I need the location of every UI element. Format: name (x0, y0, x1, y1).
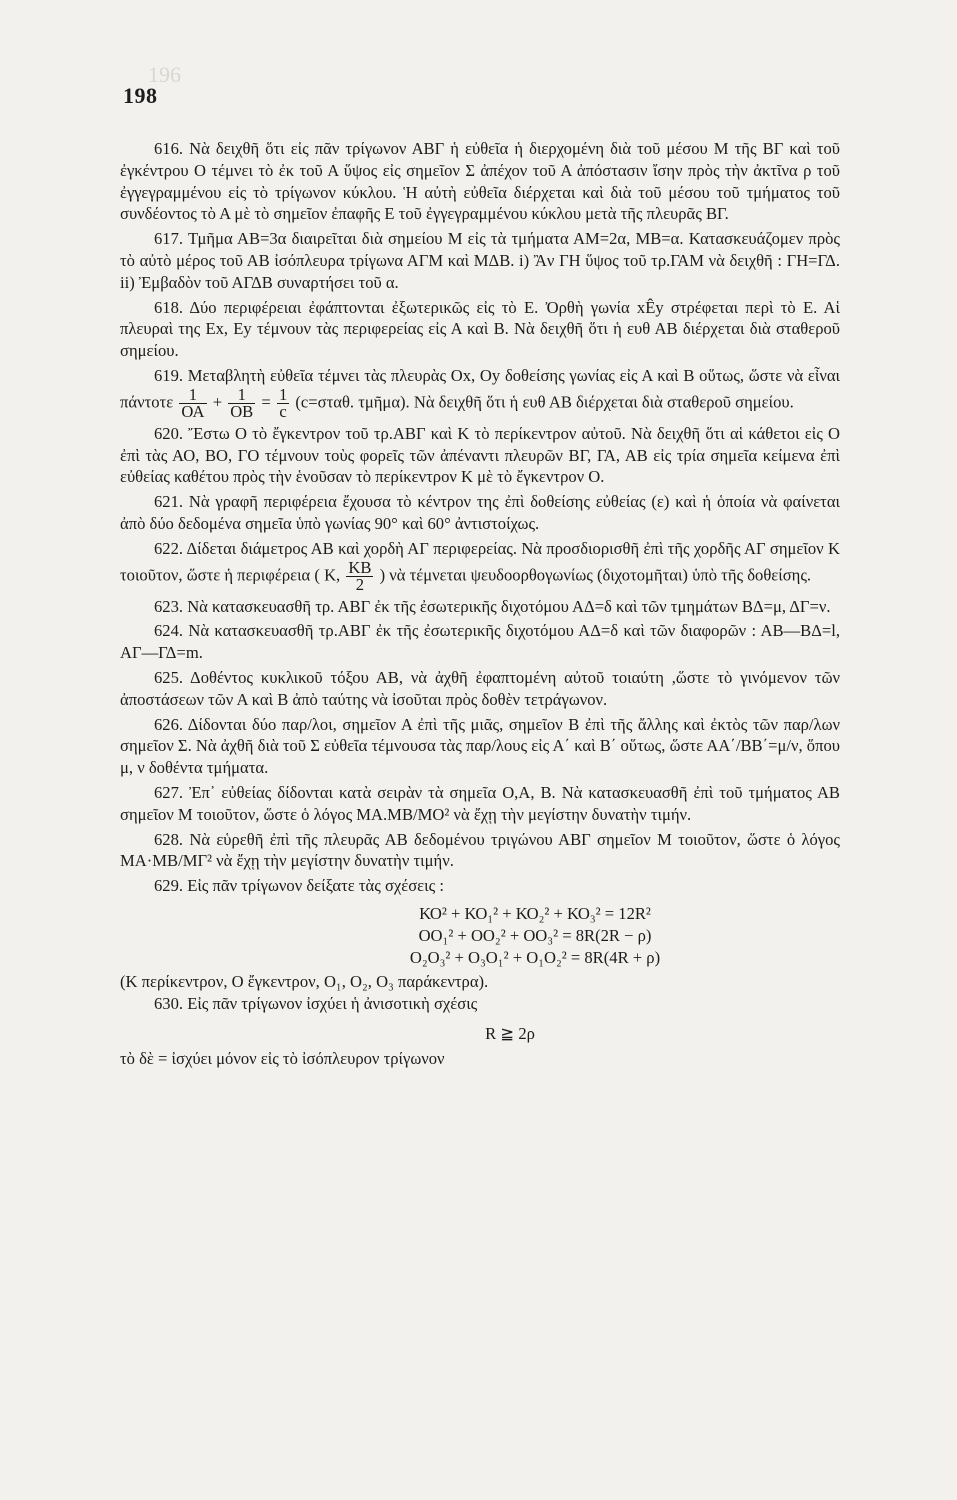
page-number: 198 (123, 83, 158, 108)
problem-622 (120, 538, 840, 593)
fraction-denominator: 2 (355, 574, 365, 594)
problem-number: 618. (154, 297, 184, 317)
fraction-numerator: 1 (228, 387, 255, 404)
problem-617 (120, 228, 840, 293)
problem-text: νὰ τέμνεται ψευδοορθογωνίως (διχοτομῆται) ὑπὸ τῆς δοθείσης. (389, 564, 812, 584)
fraction-denominator: c (279, 401, 287, 421)
problem-626 (120, 714, 840, 779)
problem-number: 616. (154, 139, 184, 158)
problem-text: Δίδονται δύο παρ/λοι, σημεῖον Α ἐπὶ τῆς μιᾶς, σημεῖον Β ἐπὶ τῆς ἄλλης καὶ ἐκτὸς τῶν παρ/λων σημεῖον Σ. Νὰ ἀχθῆ διὰ τοῦ Σ εὐθεῖα τέμνουσα τὰς παρ/λους εἰς Α΄ καὶ Β΄ οὕτως, ὥστε ΑΑ΄/ΒΒ΄=μ/ν, ὅπου μ, ν δοθέντα τμήματα. (120, 714, 841, 778)
problem-620 (120, 423, 840, 488)
problem-text: (c=σταθ. τμῆμα). Νὰ δειχθῆ ὅτι ἡ ευθ ΑΒ διέρχεται διὰ σταθεροῦ σημείου. (295, 392, 794, 412)
formula-legend: (Κ περίκεντρον, Ο ἔγκεντρον, Ο₁, Ο₂, Ο₃ παράκεντρα). (120, 971, 489, 991)
formula-line: Ο₂Ο₃² + Ο₃Ο₁² + Ο₁Ο₂² = 8R(4R + ρ) (409, 947, 661, 967)
problem-number: 623. (154, 596, 184, 616)
problem-text: Νὰ δειχθῆ ὅτι εἰς πᾶν τρίγωνον ΑΒΓ ἡ εὐθεῖα ἡ διερχομένη διὰ τοῦ μέσου Μ τῆς ΒΓ καὶ τοῦ ἐγκέντρου Ο τέμνει τὸ ἐκ τοῦ Α ὕψος εἰς σημεῖον Σ ἀπέχον τοῦ Α ἀπόστασιν ἴσην πρὸς τὴν ἀκτῖνα ρ τοῦ ἐγγεγραμμένου εἰς τὸ τρίγωνον κύκλου. Ἡ αὐτὴ εὐθεῖα διέρχεται καὶ διὰ τοῦ μέσου τοῦ τμήματος τοῦ συνδέοντος τὸ Α μὲ τὸ σημεῖον ἐπαφῆς Ε τοῦ ἐγγεγραμμένου κύκλου μετὰ τῆς πλευρᾶς ΒΓ. (120, 139, 840, 224)
formula-line: ΟΟ₁² + ΟΟ₂² + ΟΟ₃² = 8R(2R − ρ) (418, 925, 652, 945)
formula-block (120, 903, 840, 969)
problem-616 (120, 138, 840, 225)
problem-number: 620. (154, 423, 184, 443)
plus-sign: + (212, 392, 223, 412)
problem-text: Δοθέντος κυκλικοῦ τόξου ΑΒ, νὰ ἀχθῆ ἐφαπτομένη αὐτοῦ τοιαύτη ,ὥστε τὸ γινόμενον τῶν ἀποστάσεων τῶν Α καὶ Β ἀπὸ ταύτης νὰ ἰσοῦται πρὸς δοθὲν τετράγωνον. (120, 667, 840, 709)
problem-number: 621. (154, 492, 184, 512)
fraction-1-over-ob (228, 384, 255, 421)
problem-text: Νὰ κατασκευασθῆ τρ. ΑΒΓ ἐκ τῆς ἐσωτερικῆς διχοτόμου ΑΔ=δ καὶ τῶν τμημάτων ΒΔ=μ, ΔΓ=ν. (187, 596, 831, 616)
final-line: τὸ δὲ = ἰσχύει μόνον εἰς τὸ ἰσόπλευρον τρίγωνον (120, 1049, 445, 1069)
fraction-1-over-c (277, 384, 289, 421)
fraction-denominator: ΟΒ (230, 401, 254, 421)
problem-number: 629. (154, 876, 184, 896)
inequality: R ≧ 2ρ (485, 1023, 535, 1043)
problem-text: Ἔστω Ο τὸ ἔγκεντρον τοῦ τρ.ΑΒΓ καὶ Κ τὸ περίκεντρον αὐτοῦ. Νὰ δειχθῆ ὅτι αἱ κάθετοι εἰς Ο ἐπὶ τὰς ΑΟ, ΒΟ, ΓΟ τέμνουν τοὺς φορεῖς τῶν ἀπέναντι πλευρῶν ΒΓ, ΓΑ, ΑΒ εἰς τρία σημεῖα κείμενα ἐπὶ εὐθείας καθέτου πρὸς τὴν ἑνοῦσαν τὸ περίκεντρον Κ μὲ τὸ ἔγκεντρον Ο. (120, 423, 840, 487)
problem-text: Δίδεται διάμετρος ΑΒ καὶ χορδὴ ΑΓ περιφερείας. Νὰ προσδιορισθῆ ἐπὶ τῆς χορδῆς ΑΓ σημεῖον Κ τοιοῦτον, ὥστε ἡ περιφέρεια (120, 538, 840, 584)
problem-text: Εἰς πᾶν τρίγωνον δείξατε τὰς σχέσεις : (187, 876, 444, 896)
fraction-1-over-oa (179, 384, 206, 421)
problem-624 (120, 620, 840, 664)
problem-text: Εἰς πᾶν τρίγωνον ἰσχύει ἡ ἀνισοτικὴ σχέσις (187, 993, 478, 1013)
problem-text: Δύο περιφέρειαι ἐφάπτονται ἐξωτερικῶς εἰς τὸ Ε. Ὀρθὴ γωνία xÊy στρέφεται περὶ τὸ Ε. Αἱ πλευραὶ της Εx, Εy τέμνουν τὰς περιφερείας εἰς Α καὶ Β. Νὰ δειχθῆ ὅτι ἡ ευθ ΑΒ διέρχεται διὰ σταθεροῦ σημείου. (120, 297, 841, 361)
page-body (120, 138, 840, 1070)
problem-text: Νὰ κατασκευασθῆ τρ.ΑΒΓ ἐκ τῆς ἐσωτερικῆς διχοτόμου ΑΔ=δ καὶ τῶν διαφορῶν : ΑΒ—ΒΔ=l, ΑΓ—ΓΔ=m. (120, 621, 840, 663)
formula-line: ΚΟ² + ΚΟ₁² + ΚΟ₂² + ΚΟ₃² = 12R² (419, 903, 651, 923)
problem-number: 628. (154, 829, 184, 849)
problem-text: Τμῆμα ΑΒ=3α διαιρεῖται διὰ σημείου Μ εἰς τὰ τμήματα ΑΜ=2α, ΜΒ=α. Κατασκευάζομεν πρὸς τὸ αὐτὸ μέρος τοῦ ΑΒ ἰσόπλευρα τρίγωνα ΑΓΜ καὶ ΜΔΒ. i) Ἂν ΓΗ ὕψος τοῦ τρ.ΓΑΜ νὰ δειχθῆ : ΓΗ=ΓΔ. ii) Ἐμβαδὸν τοῦ ΑΓΔΒ συναρτήσει τοῦ α. (120, 229, 840, 292)
problem-618 (120, 297, 840, 362)
problem-number: 627. (154, 782, 184, 802)
problem-623 (120, 596, 840, 618)
circle-open: ( Κ, (314, 564, 341, 584)
fraction-numerator: 1 (278, 384, 288, 404)
problem-number: 617. (154, 229, 184, 249)
problem-number: 624. (154, 621, 184, 641)
problem-621 (120, 491, 840, 535)
problem-text: Νὰ εὑρεθῆ ἐπὶ τῆς πλευρᾶς ΑΒ δεδομένου τριγώνου ΑΒΓ σημεῖον Μ τοιοῦτον, ὥστε ὁ λόγος ΜΑ·ΜΒ/ΜΓ² νὰ ἔχῃ τὴν μεγίστην δυνατὴν τιμήν. (120, 829, 840, 871)
problem-628 (120, 829, 840, 873)
problem-number: 619. (154, 365, 184, 385)
problem-number: 630. (154, 993, 184, 1013)
problem-number: 626. (154, 714, 184, 734)
problem-625 (120, 667, 840, 711)
problem-619 (120, 365, 840, 420)
problem-629 (120, 875, 840, 897)
equals-sign: = (261, 392, 271, 412)
problem-number: 625. (154, 667, 184, 687)
problem-text: Ἐπ᾿ εὐθείας δίδονται κατὰ σειρὰν τὰ σημεῖα Ο,Α, Β. Νὰ κατασκευασθῆ ἐπὶ τοῦ τμήματος ΑΒ σημεῖον Μ τοιοῦτον, ὥστε ὁ λόγος ΜΑ.ΜΒ/ΜΟ² νὰ ἔχῃ τὴν μεγίστην δυνατὴν τιμήν. (120, 782, 840, 824)
problem-630 (120, 993, 840, 1015)
fraction-numerator: ΚΒ (348, 557, 372, 577)
fraction-numerator: 1 (179, 387, 206, 404)
problem-text: Μεταβλητὴ εὐθεῖα τέμνει τὰς πλευρὰς Οx, Οy δοθείσης γωνίας εἰς Α καὶ Β οὕτως, ὥστε νὰ εἶναι πάντοτε (120, 365, 840, 412)
problem-627 (120, 782, 840, 826)
fraction-denominator: ΟΑ (181, 401, 205, 421)
fraction-kb-over-2 (346, 557, 373, 594)
circle-close: ) (379, 564, 386, 584)
problem-text: Νὰ γραφῆ περιφέρεια ἔχουσα τὸ κέντρον της ἐπὶ δοθείσης εὐθείας (ε) καὶ ἡ ὁποία νὰ φαίνεται ἀπὸ δύο δεδομένα σημεῖα ὑπὸ γωνίας 90° καὶ 60° ἀντιστοίχως. (120, 492, 840, 533)
problem-number: 622. (154, 538, 184, 558)
ghost-page-number: 196 (148, 62, 181, 87)
